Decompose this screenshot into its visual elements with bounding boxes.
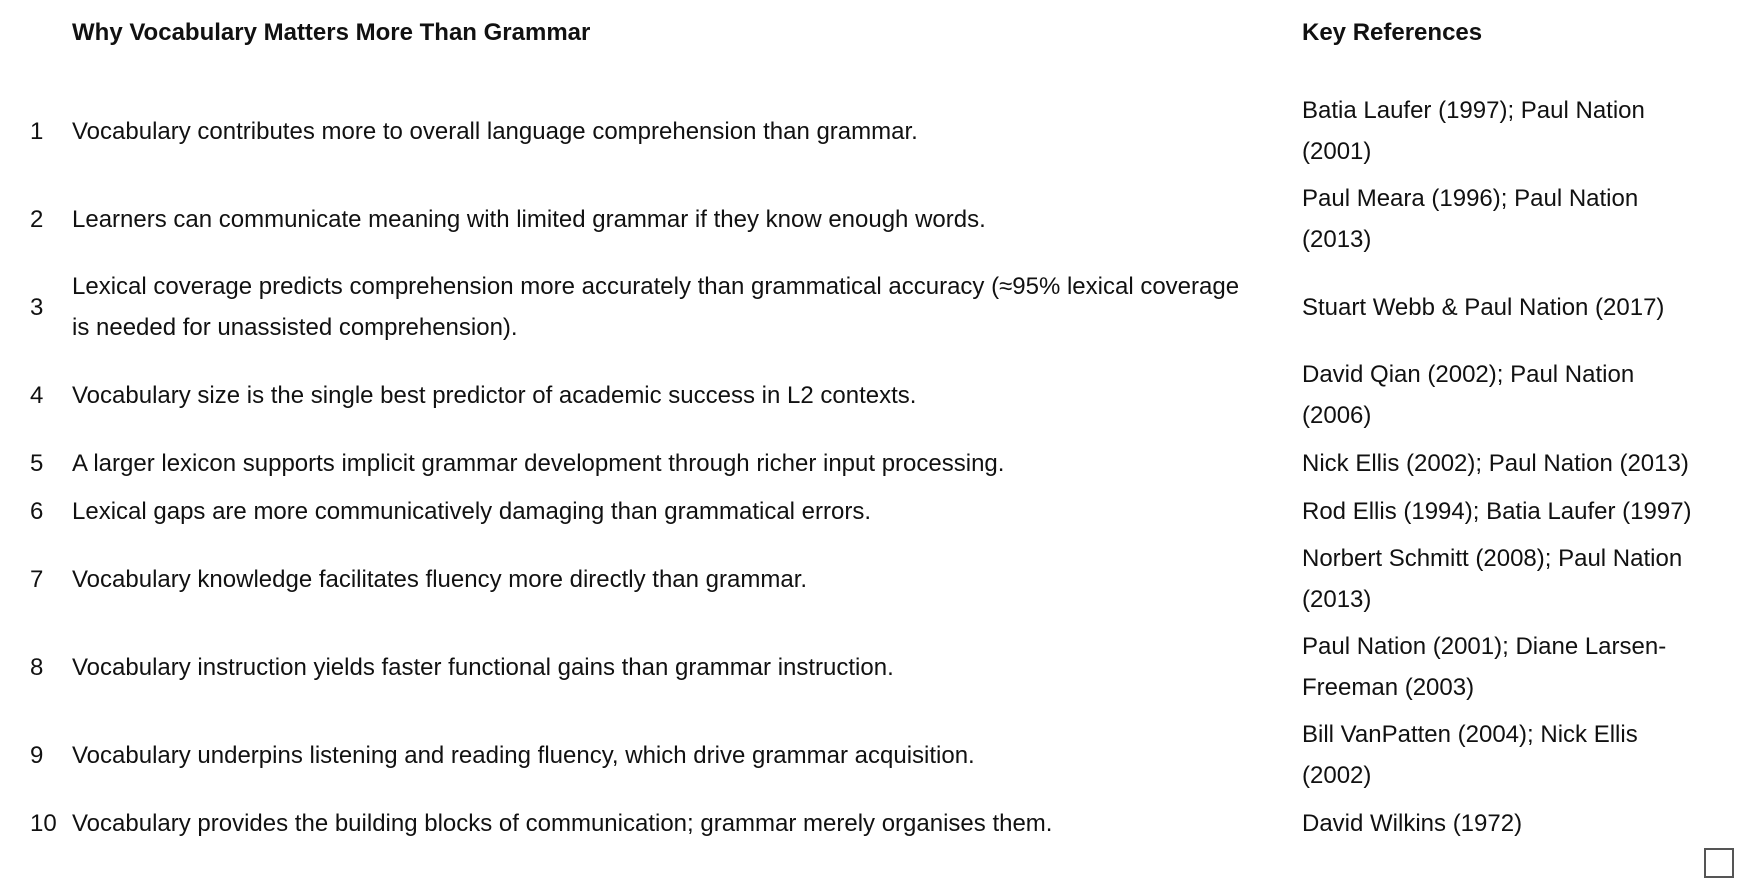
row-references: Bill VanPatten (2004); Nick Ellis (2002): [1302, 721, 1638, 789]
row-references: Stuart Webb & Paul Nation (2017): [1302, 293, 1665, 321]
table-row: [24, 799, 1704, 847]
header-num: [24, 12, 68, 87]
row-claim: Vocabulary knowledge facilitates fluency more directly than grammar.: [72, 565, 808, 593]
row-references: Paul Meara (1996); Paul Nation (2013): [1302, 185, 1639, 253]
row-number: 4: [30, 381, 44, 409]
row-number: 6: [30, 497, 44, 525]
table-header-row: [24, 12, 1704, 87]
row-claim: Vocabulary instruction yields faster functional gains than grammar instruction.: [72, 653, 894, 681]
row-claim: A larger lexicon supports implicit grammar development through richer input processing.: [72, 449, 1005, 477]
header-claim: Why Vocabulary Matters More Than Grammar: [72, 19, 591, 46]
row-claim: Vocabulary provides the building blocks of communication; grammar merely organises them.: [72, 809, 1053, 837]
references-table: [24, 12, 1704, 847]
row-references: Norbert Schmitt (2008); Paul Nation (2013): [1302, 545, 1683, 613]
table-row: [24, 263, 1704, 351]
row-claim: Vocabulary size is the single best predictor of academic success in L2 contexts.: [72, 381, 917, 409]
row-number: 7: [30, 565, 44, 593]
table-row: [24, 623, 1704, 711]
row-number: 1: [30, 117, 44, 145]
row-references: Batia Laufer (1997); Paul Nation (2001): [1302, 97, 1645, 165]
table-row: [24, 439, 1704, 487]
row-references: Nick Ellis (2002); Paul Nation (2013): [1302, 449, 1689, 477]
header-references: Key References: [1302, 19, 1483, 46]
table-row: [24, 175, 1704, 263]
row-number: 9: [30, 741, 44, 769]
row-claim: Lexical gaps are more communicatively damaging than grammatical errors.: [72, 497, 872, 525]
table-row: [24, 87, 1704, 175]
row-references: David Wilkins (1972): [1302, 809, 1523, 837]
table-row: [24, 487, 1704, 535]
row-claim: Vocabulary contributes more to overall language comprehension than grammar.: [72, 117, 918, 145]
row-number: 5: [30, 449, 44, 477]
row-number: 2: [30, 205, 44, 233]
row-references: David Qian (2002); Paul Nation (2006): [1302, 361, 1635, 429]
row-references: Rod Ellis (1994); Batia Laufer (1997): [1302, 497, 1692, 525]
table-row: [24, 711, 1704, 799]
row-claim: Vocabulary underpins listening and reading fluency, which drive grammar acquisition.: [72, 741, 975, 769]
checkbox[interactable]: [1704, 848, 1734, 878]
row-claim: Learners can communicate meaning with limited grammar if they know enough words.: [72, 205, 986, 233]
row-claim: Lexical coverage predicts comprehension more accurately than grammatical accuracy (≈95% lexical coverage is needed for unassisted comprehension).: [72, 273, 1240, 341]
table-row: [24, 351, 1704, 439]
row-number: 8: [30, 653, 44, 681]
row-number: 3: [30, 293, 44, 321]
row-number: 10: [30, 809, 57, 837]
row-references: Paul Nation (2001); Diane Larsen-Freeman (2003): [1302, 633, 1667, 701]
table-row: [24, 535, 1704, 623]
